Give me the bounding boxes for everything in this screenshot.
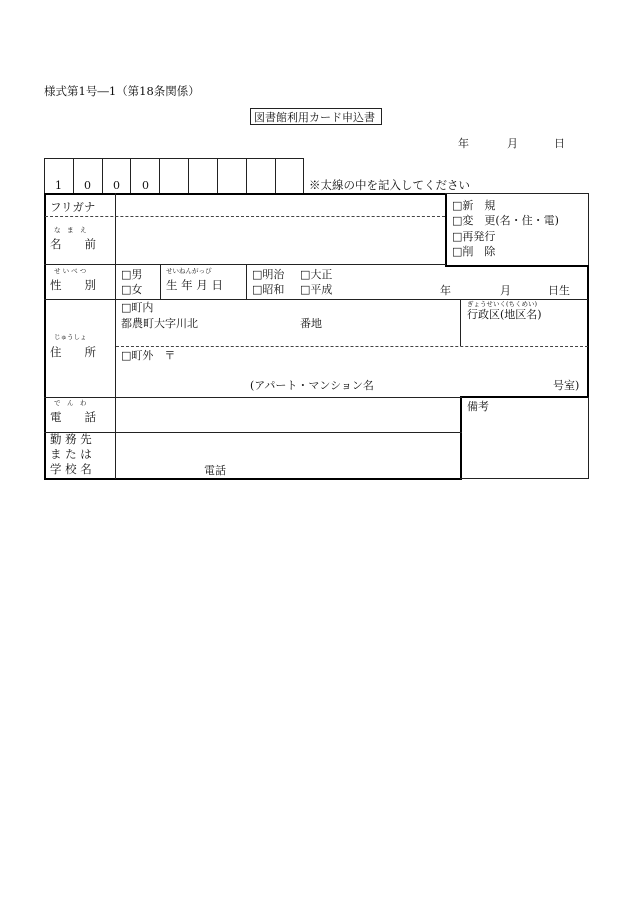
thick-line bbox=[445, 193, 447, 265]
card-number-grid bbox=[44, 158, 304, 194]
page-title: 図書館利用カード申込書 bbox=[254, 111, 375, 124]
card-digit[interactable]: 0 bbox=[142, 179, 149, 192]
line bbox=[460, 300, 461, 346]
option-new[interactable]: □新 規 bbox=[452, 199, 496, 212]
line bbox=[246, 265, 247, 299]
admin-district-ruby: ぎょうせいく(ちくめい) bbox=[467, 300, 538, 308]
instruction-note: ※太線の中を記入してください bbox=[309, 178, 470, 192]
address-ruby: じゅうしょ bbox=[54, 333, 87, 341]
workplace-label-1: 勤 務 先 bbox=[50, 432, 92, 446]
remarks-area[interactable] bbox=[462, 415, 586, 477]
birthdate-label: 生 年 月 日 bbox=[166, 278, 223, 292]
grid-divider bbox=[217, 158, 218, 194]
option-reissue[interactable]: □再発行 bbox=[452, 230, 496, 243]
birthdate-ruby: せいねんがっぴ bbox=[166, 267, 212, 275]
workplace-label-3: 学 校 名 bbox=[50, 462, 92, 476]
furigana-input[interactable] bbox=[116, 195, 444, 216]
gender-ruby: せ い べ つ bbox=[54, 267, 87, 275]
address-label: 住 所 bbox=[50, 345, 96, 359]
thick-line bbox=[44, 478, 462, 480]
out-town-checkbox[interactable]: □町外 〒 bbox=[121, 349, 176, 362]
birth-year-label: 年 bbox=[440, 284, 451, 297]
era-heisei-checkbox[interactable]: □平成 bbox=[300, 283, 333, 296]
line bbox=[44, 264, 446, 265]
in-town-checkbox[interactable]: □町内 bbox=[121, 301, 154, 314]
thick-line bbox=[460, 396, 589, 398]
birth-month-label: 月 bbox=[500, 284, 511, 297]
dashed-line bbox=[116, 346, 588, 347]
phone-label: 電 話 bbox=[50, 410, 96, 424]
workplace-input[interactable] bbox=[116, 434, 459, 462]
date-day-label: 日 bbox=[554, 137, 565, 150]
apartment-label: (アパート・マンション名 bbox=[250, 379, 374, 392]
birth-day-label: 日生 bbox=[548, 284, 570, 297]
era-taisho-checkbox[interactable]: □大正 bbox=[300, 268, 333, 281]
era-showa-checkbox[interactable]: □昭和 bbox=[252, 283, 285, 296]
grid-divider bbox=[102, 158, 103, 194]
grid-divider bbox=[188, 158, 189, 194]
admin-district-label: 行政区(地区名) bbox=[467, 308, 542, 321]
grid-divider bbox=[130, 158, 131, 194]
line bbox=[460, 478, 589, 479]
thick-line bbox=[44, 193, 46, 480]
option-delete[interactable]: □削 除 bbox=[452, 245, 496, 258]
furigana-label: フリガナ bbox=[50, 200, 96, 214]
gender-male-checkbox[interactable]: □男 bbox=[121, 268, 143, 281]
phone-input[interactable] bbox=[116, 399, 459, 431]
grid-divider bbox=[275, 158, 276, 194]
name-label: 名 前 bbox=[50, 237, 96, 251]
remarks-label: 備考 bbox=[467, 400, 489, 413]
line bbox=[44, 432, 462, 433]
thick-line bbox=[587, 265, 589, 398]
card-digit[interactable]: 1 bbox=[55, 179, 62, 192]
line bbox=[445, 193, 588, 194]
form-number: 様式第1号―1（第18条関係） bbox=[44, 84, 200, 98]
gender-label: 性 別 bbox=[50, 278, 96, 292]
banchi-label: 番地 bbox=[300, 317, 322, 330]
date-year-label: 年 bbox=[458, 137, 469, 150]
workplace-phone-label: 電話 bbox=[204, 464, 226, 477]
era-meiji-checkbox[interactable]: □明治 bbox=[252, 268, 285, 281]
gender-female-checkbox[interactable]: □女 bbox=[121, 283, 143, 296]
line bbox=[160, 265, 161, 299]
date-month-label: 月 bbox=[507, 137, 518, 150]
card-digit[interactable]: 0 bbox=[84, 179, 91, 192]
name-input[interactable] bbox=[116, 218, 444, 264]
room-label: 号室) bbox=[553, 379, 580, 392]
line bbox=[44, 397, 462, 398]
title-box bbox=[250, 108, 382, 125]
name-ruby: な ま え bbox=[54, 226, 87, 234]
grid-divider bbox=[246, 158, 247, 194]
in-town-prefix: 都農町大字川北 bbox=[121, 317, 198, 330]
grid-divider bbox=[73, 158, 74, 194]
line bbox=[588, 193, 589, 265]
thick-line bbox=[445, 265, 589, 267]
line bbox=[588, 397, 589, 479]
card-digit[interactable]: 0 bbox=[113, 179, 120, 192]
out-town-address-input[interactable] bbox=[190, 349, 585, 373]
option-change[interactable]: □変 更(名・住・電) bbox=[452, 214, 559, 227]
grid-divider bbox=[159, 158, 160, 194]
workplace-label-2: ま た は bbox=[50, 447, 92, 461]
phone-ruby: で ん わ bbox=[54, 399, 87, 407]
dashed-line bbox=[45, 216, 445, 217]
